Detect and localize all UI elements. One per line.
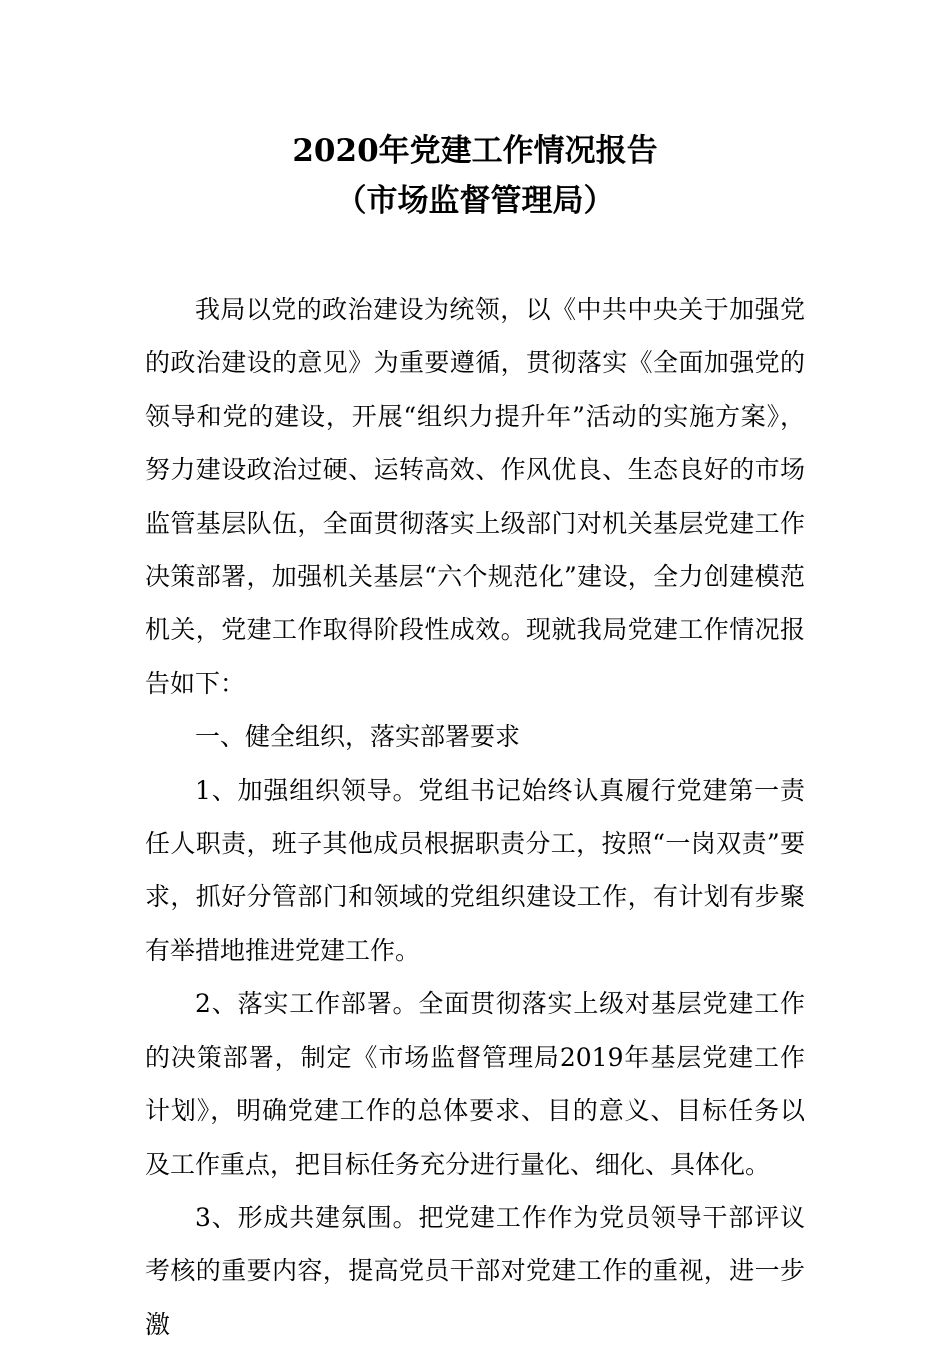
document-subtitle: （市场监督管理局） (335, 183, 615, 219)
section-heading: 一、健全组织，落实部署要求 (195, 722, 521, 752)
body-paragraph: 1、加强组织领导。党组书记始终认真履行党建第一责任人职责，班子其他成员根据职责分工，按照“一岗双责”要求，抓好分管部门和领域的党组织建设工作，有计划有步聚有举措地推进党建工作。 (145, 775, 805, 965)
document-body (145, 283, 805, 1351)
body-paragraph: 3、形成共建氛围。把党建工作作为党员领导干部评议考核的重要内容，提高党员干部对党建工作的重视，进一步激 (145, 1202, 805, 1339)
body-paragraph: 2、落实工作部署。全面贯彻落实上级对基层党建工作的决策部署，制定《市场监督管理局2019年基层党建工作计划》，明确党建工作的总体要求、目的意义、目标任务以及工作重点，把目标任务充分进行量化、细化、具体化。 (145, 989, 805, 1179)
intro-paragraph: 我局以党的政治建设为统领，以《中共中央关于加强党的政治建设的意见》为重要遵循，贯彻落实《全面加强党的领导和党的建设，开展“组织力提升年”活动的实施方案》，努力建设政治过硬、运转高效、作风优良、生态良好的市场监管基层队伍，全面贯彻落实上级部门对机关基层党建工作决策部署，加强机关基层“六个规范化”建设，全力创建模范机关，党建工作取得阶段性成效。现就我局党建工作情况报告如下： (145, 295, 805, 698)
document-title: 2020年党建工作情况报告 (292, 133, 658, 169)
